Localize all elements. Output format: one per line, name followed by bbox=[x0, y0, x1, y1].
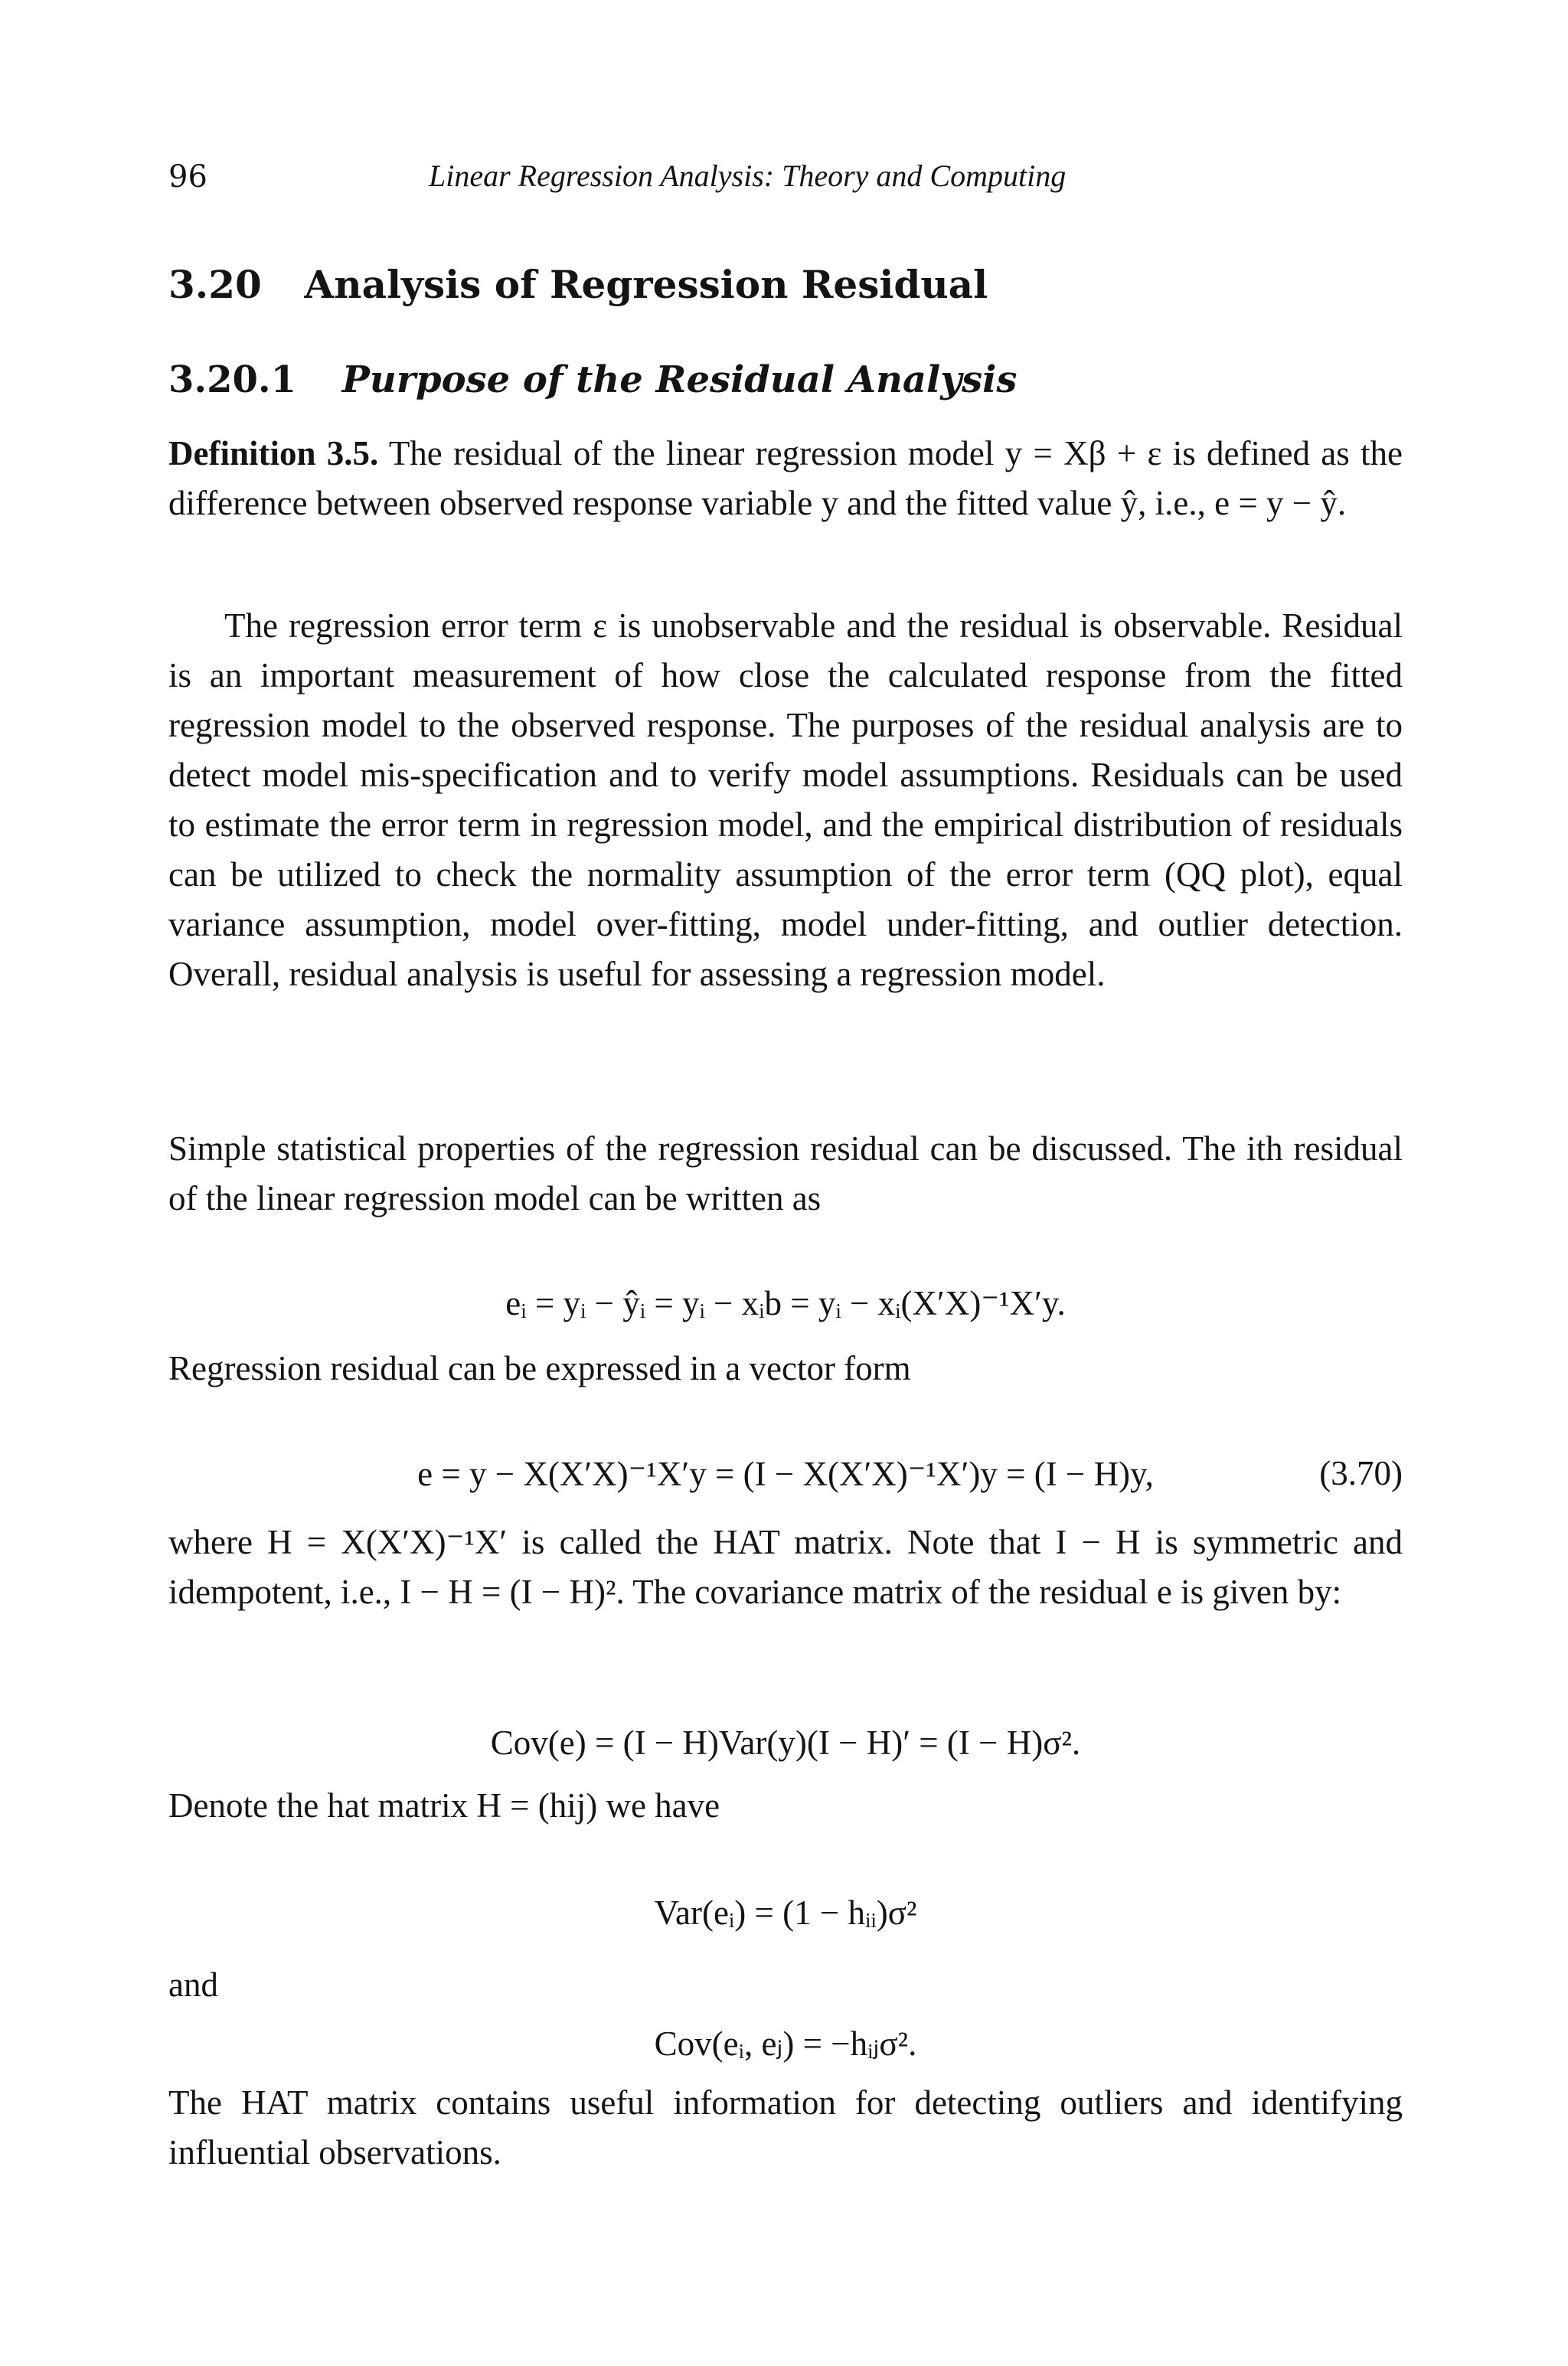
paragraph-hat-usefulness: The HAT matrix contains useful information for detecting outliers and identifying influential observations. bbox=[168, 2083, 1403, 2172]
subsection-title: Purpose of the Residual Analysis bbox=[341, 358, 1018, 401]
paragraph-vector-form: Regression residual can be expressed in a vector form bbox=[168, 1349, 911, 1387]
equation-ith-residual: eᵢ = yᵢ − ŷᵢ = yᵢ − xᵢb = yᵢ − xᵢ(X′X)⁻¹X′y. bbox=[505, 1284, 1066, 1322]
definition-paragraph bbox=[168, 429, 1403, 528]
equation-number: (3.70) bbox=[1319, 1454, 1403, 1492]
paragraph-statistical-properties: Simple statistical properties of the regression residual can be discussed. The ith residual of the linear regression model can be written as bbox=[168, 1129, 1403, 1217]
running-title: Linear Regression Analysis: Theory and Computing bbox=[429, 158, 1067, 193]
definition-text: The residual of the linear regression model y = Xβ + ε is defined as the difference between observed response variable y and the fitted value ŷ, i.e., e = y − ŷ. bbox=[168, 434, 1403, 522]
paragraph-denote-hat: Denote the hat matrix H = (hij) we have bbox=[168, 1786, 720, 1825]
equation-residual-vector-body: e = y − X(X′X)⁻¹X′y = (I − X(X′X)⁻¹X′)y = (I − H)y, bbox=[417, 1455, 1154, 1493]
paragraph-hat-matrix: where H = X(X′X)⁻¹X′ is called the HAT matrix. Note that I − H is symmetric and idempotent, i.e., I − H = (I − H)². The covariance matrix of the residual e is given by: bbox=[168, 1523, 1403, 1611]
paragraph-residual-purpose: The regression error term ε is unobservable and the residual is observable. Residual is an important measurement of how close the calculated response from the fitted regression model to the observed response. The purposes of the residual analysis are to detect model mis-specification and to verify model assumptions. Residuals can be used to estimate the error term in regression model, and the empirical distribution of residuals can be utilized to check the normality assumption of the error term (QQ plot), equal variance assumption, model over-fitting, model under-fitting, and outlier detection. Overall, residual analysis is useful for assessing a regression model. bbox=[168, 606, 1403, 993]
subsection-number: 3.20.1 bbox=[168, 358, 297, 401]
paragraph-and: and bbox=[168, 1966, 218, 2004]
equation-variance-ei: Var(eᵢ) = (1 − hᵢᵢ)σ² bbox=[654, 1894, 917, 1932]
section-heading bbox=[168, 262, 1403, 307]
equation-covariance-residual: Cov(e) = (I − H)Var(y)(I − H)′ = (I − H)σ². bbox=[490, 1724, 1081, 1762]
definition-label: Definition 3.5. bbox=[168, 434, 379, 472]
subsection-heading bbox=[168, 358, 1403, 401]
page-number: 96 bbox=[168, 159, 207, 194]
section-number: 3.20 bbox=[168, 262, 262, 307]
equation-covariance-ei-ej: Cov(eᵢ, eⱼ) = −hᵢⱼσ². bbox=[654, 2024, 917, 2063]
section-title: Analysis of Regression Residual bbox=[304, 262, 988, 307]
equation-residual-vector bbox=[168, 1453, 1403, 1494]
